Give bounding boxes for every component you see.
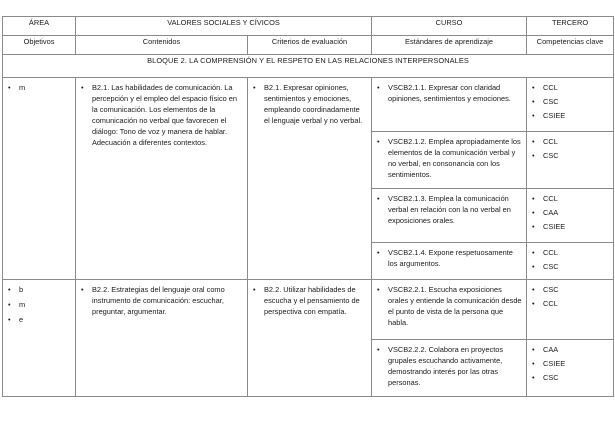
competencia-item: • CCL	[530, 247, 609, 258]
col-header-estandares: Estándares de aprendizaje	[372, 36, 527, 55]
col-header-criterios: Criterios de evaluación	[248, 36, 372, 55]
col-header-competencias: Competencias clave	[527, 36, 614, 55]
col-header-objetivos: Objetivos	[3, 36, 76, 55]
estandar-cell	[372, 189, 527, 243]
criterio-text: • B2.1. Expresar opiniones, sentimientos y emociones, empleando coordinadamente el lenguaje verbal y no verbal.	[251, 82, 367, 126]
competencia-item: • CCL	[530, 136, 609, 147]
competencias-cell	[527, 189, 614, 243]
curso-label: CURSO	[372, 17, 527, 36]
competencia-item: • CSIEE	[530, 110, 609, 121]
estandar-text: • VSCB2.1.4. Expone respetuosamente los argumentos.	[375, 247, 522, 269]
competencias-cell	[527, 280, 614, 340]
competencias-cell	[527, 78, 614, 132]
competencia-item: • CSC	[530, 284, 609, 295]
contenido-text: • B2.1. Las habilidades de comunicación. La percepción y el empleo del espacio físico en la comunicación. Los elementos de la comunicación no verbal que favorecen el diálogo: Tono de voz y manera de hablar. Adecuación a diferentes contextos.	[79, 82, 243, 148]
estandar-cell	[372, 132, 527, 189]
contenidos-cell	[76, 78, 248, 280]
objetivo-item: • e	[6, 314, 71, 325]
header-row	[3, 17, 614, 36]
column-header-row	[3, 36, 614, 55]
competencia-item: • CAA	[530, 344, 609, 355]
competencias-cell	[527, 132, 614, 189]
table-row	[3, 78, 614, 132]
estandar-text: • VSCB2.2.2. Colabora en proyectos grupales escuchando activamente, demostrando interés por las otras personas.	[375, 344, 522, 388]
criterios-cell	[248, 280, 372, 397]
objetivos-cell	[3, 280, 76, 397]
criterio-text: • B2.2. Utilizar habilidades de escucha y el pensamiento de perspectiva con empatía.	[251, 284, 367, 317]
block-title: BLOQUE 2. LA COMPRENSIÓN Y EL RESPETO EN LAS RELACIONES INTERPERSONALES	[3, 55, 614, 78]
area-label: ÁREA	[3, 17, 76, 36]
subject-title: VALORES SOCIALES Y CÍVICOS	[76, 17, 372, 36]
curriculum-table	[2, 16, 614, 397]
col-header-contenidos: Contenidos	[76, 36, 248, 55]
objetivo-item: • b	[6, 284, 71, 295]
estandar-cell	[372, 280, 527, 340]
table-row	[3, 280, 614, 340]
estandar-cell	[372, 340, 527, 397]
competencia-item: • CSC	[530, 261, 609, 272]
objetivo-item: • m	[6, 299, 71, 310]
competencia-item: • CAA	[530, 207, 609, 218]
competencias-cell	[527, 243, 614, 280]
competencias-cell	[527, 340, 614, 397]
competencia-item: • CSC	[530, 150, 609, 161]
contenido-text: • B2.2. Estrategias del lenguaje oral como instrumento de comunicación: escuchar, preguntar, argumentar.	[79, 284, 243, 317]
estandar-text: • VSCB2.1.2. Emplea apropiadamente los elementos de la comunicación verbal y no verbal, en consonancia con los sentimientos.	[375, 136, 522, 180]
objetivos-cell	[3, 78, 76, 280]
estandar-text: • VSCB2.1.1. Expresar con claridad opiniones, sentimientos y emociones.	[375, 82, 522, 104]
competencia-item: • CCL	[530, 193, 609, 204]
block-title-row	[3, 55, 614, 78]
course-level: TERCERO	[527, 17, 614, 36]
objetivo-item: • m	[6, 82, 71, 93]
competencia-item: • CSC	[530, 372, 609, 383]
competencia-item: • CSIEE	[530, 358, 609, 369]
competencia-item: • CSIEE	[530, 221, 609, 232]
estandar-cell	[372, 78, 527, 132]
contenidos-cell	[76, 280, 248, 397]
competencia-item: • CCL	[530, 298, 609, 309]
competencia-item: • CSC	[530, 96, 609, 107]
estandar-text: • VSCB2.2.1. Escucha exposiciones orales y entiende la comunicación desde el punto de vista de la persona que habla.	[375, 284, 522, 328]
competencia-item: • CCL	[530, 82, 609, 93]
estandar-cell	[372, 243, 527, 280]
estandar-text: • VSCB2.1.3. Emplea la comunicación verbal en relación con la no verbal en exposiciones orales.	[375, 193, 522, 226]
criterios-cell	[248, 78, 372, 280]
